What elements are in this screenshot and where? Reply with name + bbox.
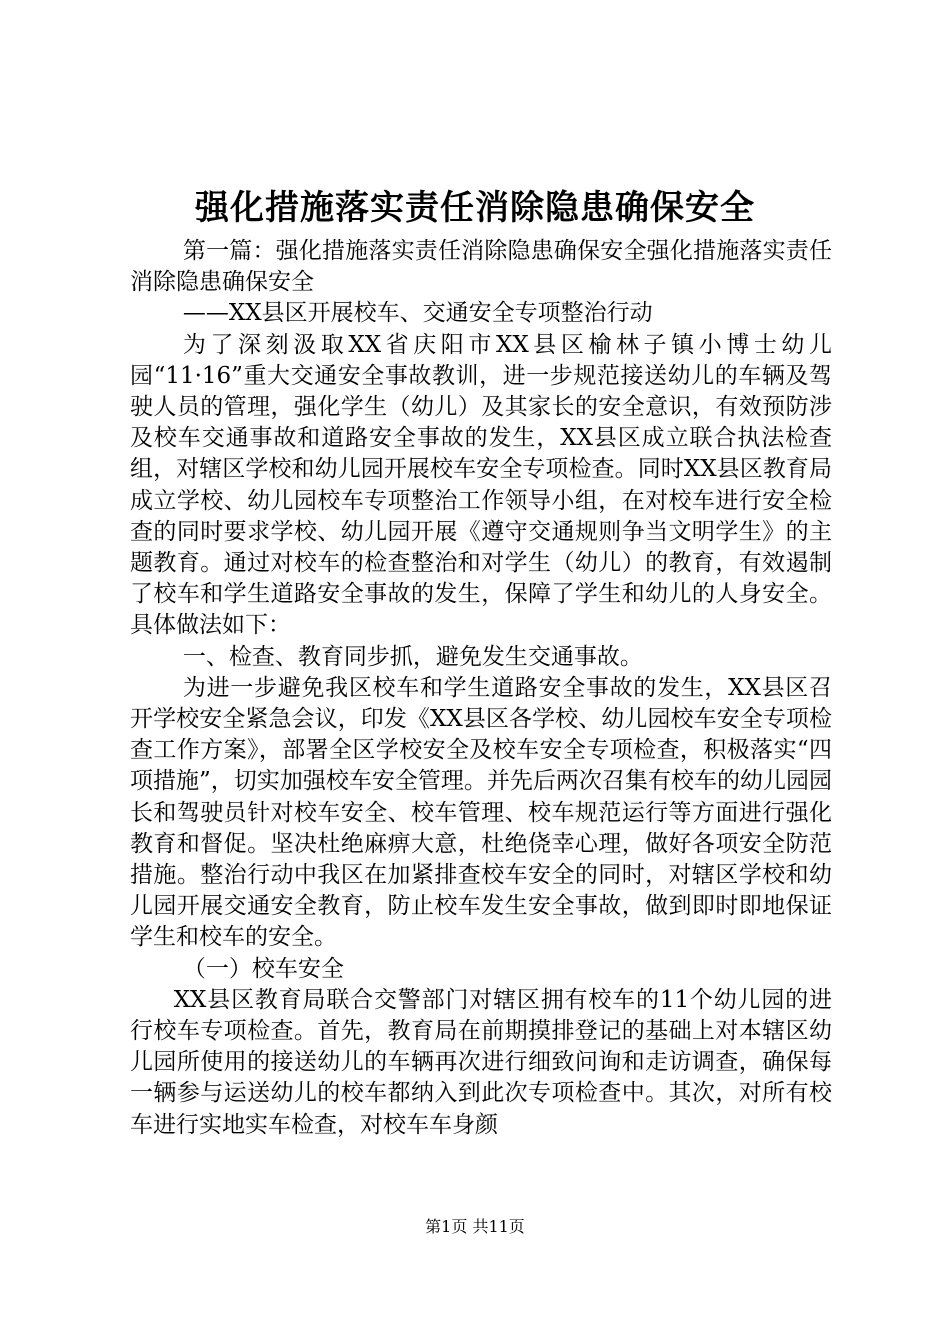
paragraph-chapter-heading: 第一篇：强化措施落实责任消除隐患确保安全强化措施落实责任消除隐患确保安全 bbox=[130, 238, 832, 296]
page-number-footer: 第1页 共11页 bbox=[425, 1217, 525, 1236]
document-body bbox=[130, 236, 832, 1141]
subsection-heading-bus-safety: （一）校车安全 bbox=[182, 955, 344, 982]
paragraph-subtitle: ——XX县区开展校车、交通安全专项整治行动 bbox=[182, 300, 653, 327]
section-heading-one: 一、检查、教育同步抓，避免发生交通事故。 bbox=[182, 643, 643, 670]
paragraph-section-one: 为进一步避免我区校车和学生道路安全事故的发生，XX县区召开学校安全紧急会议，印发《XX县区各学校、幼儿园校车安全专项检查工作方案》，部署全区学校安全及校车安全专项检查，积极落实“四项措施”，切实加强校车安全管理。并先后两次召集有校车的幼儿园园长和驾驶员针对校车安全、校车管理、校车规范运行等方面进行强化教育和督促。坚决杜绝麻痹大意，杜绝侥幸心理，做好各项安全防范措施。整治行动中我区在加紧排查校车安全的同时，对辖区学校和幼儿园开展交通安全教育，防止校车发生安全事故，做到即时即地保证学生和校车的安全。 bbox=[130, 674, 832, 951]
paragraph-bus-safety: XX县区教育局联合交警部门对辖区拥有校车的11个幼儿园的进行校车专项检查。首先，教育局在前期摸排登记的基础上对本辖区幼儿园所使用的接送幼儿的车辆再次进行细致问询和走访调查，确保每一辆参与运送幼儿的校车都纳入到此次专项检查中。其次，对所有校车进行实地实车检查，对校车车身颜 bbox=[130, 986, 832, 1138]
document-title: 强化措施落实责任消除隐患确保安全 bbox=[195, 188, 755, 228]
paragraph-intro: 为了深刻汲取XX省庆阳市XX县区榆林子镇小博士幼儿园“11·16”重大交通安全事故教训，进一步规范接送幼儿的车辆及驾驶人员的管理，强化学生（幼儿）及其家长的安全意识，有效预防涉及校车交通事故和道路安全事故的发生，XX县区成立联合执法检查组，对辖区学校和幼儿园开展校车安全专项检查。同时XX县区教育局成立学校、幼儿园校车专项整治工作领导小组，在对校车进行安全检查的同时要求学校、幼儿园开展《遵守交通规则争当文明学生》的主题教育。通过对校车的检查整治和对学生（幼儿）的教育，有效遏制了校车和学生道路安全事故的发生，保障了学生和幼儿的人身安全。具体做法如下： bbox=[130, 331, 832, 639]
